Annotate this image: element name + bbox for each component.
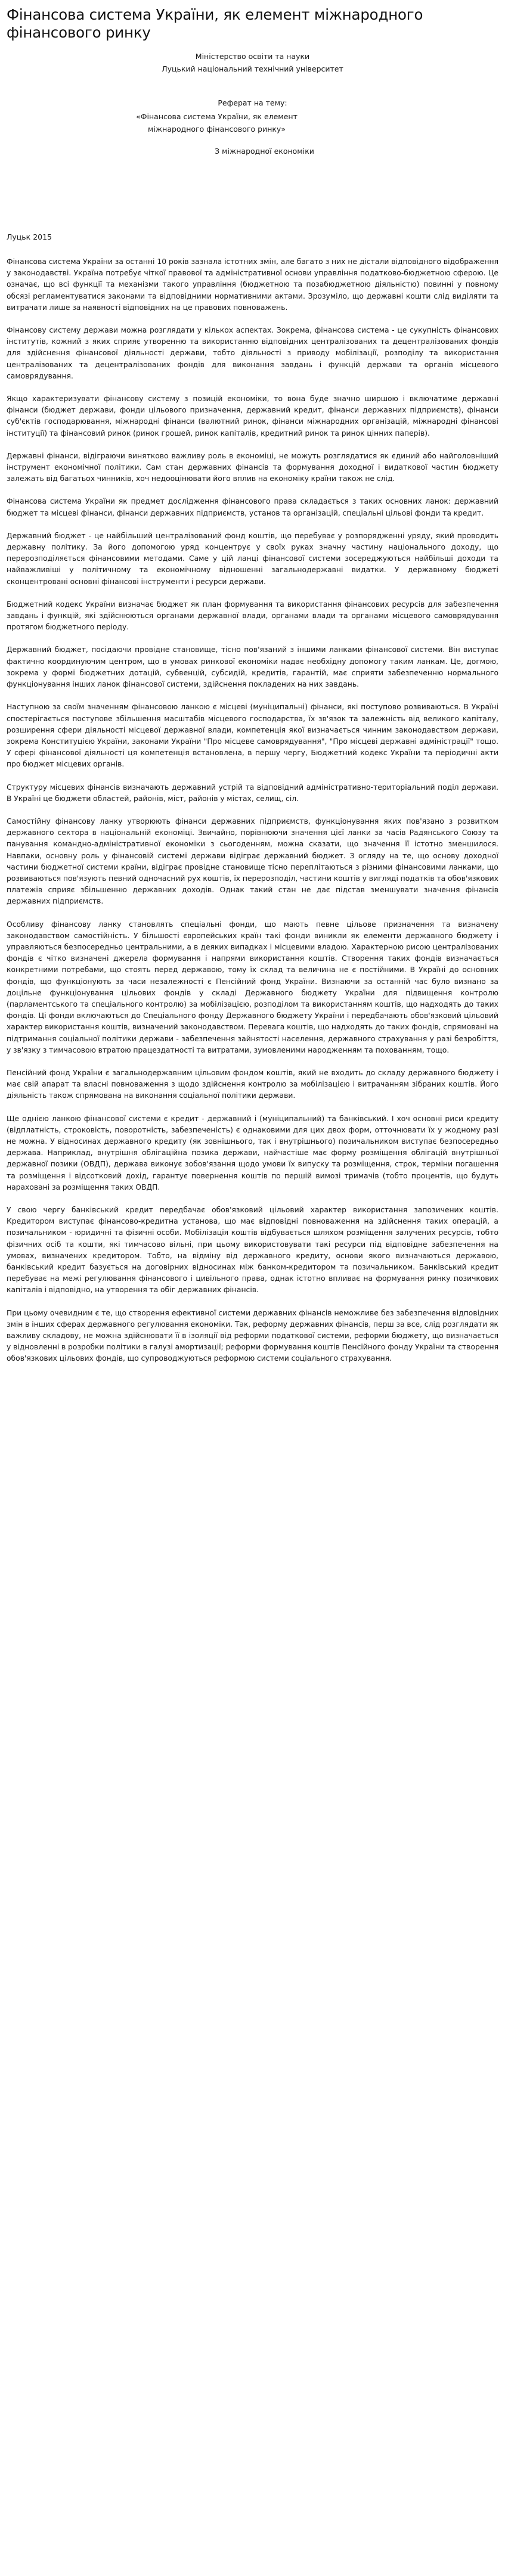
paragraph: Якщо характеризувати фінансову систему з позицій економіки, то вона буде значно ширшою і включатиме державні фінанси (бюджет держави, фонди цільового призначення, державний кредит, фінанси державних підприємств), фінанси суб'єктів господарювання, міжнародні фінанси (валютний ринок, фінанси міжнародних організацій, міжнародні фінансові інституції) та фінансовий ринок (ринок грошей, ринок капіталів, кредитний ринок та ринок цінних паперів).: [7, 395, 498, 437]
paragraph: Ще однією ланкою фінансової системи є кредит - державний і (муніципальний) та банківський. І хоч основні риси кредиту (відплатність, строковість, поворотність, забезпеченість) є однаковими для цих двох форм, отточнювати їх у жодному разі не можна. У відносинах державного кредиту (як зовнішнього, так і внутрішнього) позичальником виступає безпосередньо держава. Наприклад, внутрішня облігаційна позика держави, найчастіше має форму розміщення облігацій внутрішньої державної позики (ОВДП), держава виконує зобов'язання щодо умови їх випуску та розміщення, строк, терміни погашення та розміщення і відсотковий дохід, гарантує повернення коштів по першій вимозі тримачів (тобто процентів, що будуть нараховані за розміщення таких ОВДП.: [7, 1114, 498, 1191]
paragraph: Особливу фінансову ланку становлять спеціальні фонди, що мають певне цільове призначення та визначену законодавством самостійність. У більшості європейських країн такі фонди виникли як елементи державного бюджету і управляються безпосередньо центральними, а в деяких випадках і місцевими владою. Характерною рисою централізованих фондів є чітко визначені джерела формування і напрями використання коштів. Створення таких фондів визначається конкретними потребами, що стоять перед державою, тому їх склад та величина не є постійними. В Україні до основних фондів, що функціонують за часи незалежності є Пенсійний фонд України. Визнаючи за останній час було визнано за доцільне функціонування цільових фондів у складі Державного бюджету України для підвищення контролю (парламентського та спеціального контролю) за мобілізацією, розподілом та використанням коштів, що надходять до таких фондів. Ці фонди включаються до Спеціального фонду Державного бюджету України і передбачають обов'язковий цільовий характер використання коштів, визначений законодавством. Перевага коштів, що надходять до таких фондів, спрямовані на підтримання соціальної політики держави - забезпечення зайнятості населення, державного страхування у разі безробіття, у зв'язку з тимчасовою втратою працездатності та витратами, зумовленими народженням та похованням, тощо.: [7, 920, 498, 1054]
paragraph: При цьому очевидним є те, що створення ефективної системи державних фінансів неможливе без забезпечення відповідних змін в інших сферах державного регулювання економіки. Так, реформу державних фінансів, перш за все, слід розглядати як важливу складову, не можна здійснювати її в ізоляції від реформи податкової системи, реформи бюджету, що визначається у відновленні в розробки політики в галузі амортизації; реформи формування коштів Пенсійного фонду України та створення обов'язкових цільових фондів, що супроводжуються реформою системи соціального страхування.: [7, 1308, 498, 1363]
paragraph: Наступною за своїм значенням фінансовою ланкою є місцеві (муніципальні) фінанси, які поступово розвиваються. В Україні спостерігається поступове збільшення масштабів місцевого господарства, їх зв'язок та залежність від великого капіталу, розширення сфери діяльності місцевої державної влади, компетенція якої визначається чинним законодавством держави, зокрема Конституцією України, законами України "Про місцеве самоврядування", "Про місцеві державні адміністрації" тощо. У сфері фінансової діяльності ця компетенція встановлена, в першу чергу, Бюджетний кодекс України та періодичні акти про бюджет місцевих органів.: [7, 703, 498, 769]
paragraph: Фінансова система України за останні 10 років зазнала істотних змін, але багато з них не дістали відповідного відображення у законодавстві. Україна потребує чіткої правової та адміністративної основи управління податково-бюджетною сферою. Це означає, що всі функції та механізми такого управління (бюджетною та позабюджетною діяльністю) повинні у повному обсязі регламентуватися законами та відповідними нормативними актами. Зрозуміло, що державні кошти слід виділяти та витрачати лише за наявності відповідних на це правових повноважень.: [7, 257, 498, 312]
paragraph: Фінансова система України як предмет дослідження фінансового права складається з таких основних ланок: державний бюджет та місцеві фінанси, фінанси державних підприємств, установ та організацій, спеціальні цільові фонди та кредит.: [7, 497, 498, 517]
paragraph: Державні фінанси, відіграючи винятково важливу роль в економіці, не можуть розглядатися як єдиний або найголовніший інструмент економічної політики. Сам стан державних фінансів та формування доходної і видаткової частин бюджету залежать від багатьох чинників, хоч недооцінювати його вплив на економіку країни також не слід.: [7, 451, 498, 483]
paragraph: Державний бюджет, посідаючи провідне становище, тісно пов'язаний з іншими ланками фінансової системи. Він виступає фактично координуючим центром, що в умовах ринкової економіки надає необхідну допомогу таким ланкам. Це, догмою, зокрема у формі бюджетних дотацій, субвенцій, субсидій, кредитів, гарантій, має сприяти забезпеченню нормального функціонування інших ланок фінансової системи, здійснення покладених на них завдань.: [7, 645, 498, 689]
topic-title: «Фінансова система України, як елемент міжнародного фінансового ринку»: [136, 112, 298, 134]
city-year: Луцьк 2015: [7, 232, 52, 241]
paragraph: Пенсійний фонд України є загальнодержавним цільовим фондом коштів, який не входить до складу державного бюджету і має свій апарат та власні повноваження з щодо здійснення контролю за мобілізацією і витрачанням зібраних коштів. Його діяльність також спрямована на виконання соціальної політики держави.: [7, 1068, 498, 1100]
paragraph: Самостійну фінансову ланку утворюють фінанси державних підприємств, функціонування яких пов'язано з розвитком державного сектора в національній економіці. Звичайно, порівнюючи значення цієї ланки за часів Радянського Союзу та панування командно-адміністративної економіки з сьогоденням, можна сказати, що значення її істотно зменшилося. Навпаки, основну роль у фінансовій системі держави відіграє державний бюджет. З огляду на те, що основу доходної частини бюджетної системи країни, відіграє провідне становище тісно переплітаються з різними фінансовими ланками, що розвиваються пов'язують певний одночасний рух коштів, їх перерозподіл, частини коштів у вигляді податків та обов'язкових платежів сприяє збільшенню державних доходів. Однак такий стан не дає підстав зменшувати значення фінансів державних підприємств.: [7, 817, 498, 906]
paragraph: У свою чергу банківський кредит передбачає обов'язковий цільовий характер використання запозичених коштів. Кредитором виступає фінансово-кредитна установа, що має відповідні повноваження на здійснення таких операцій, а позичальником - юридичні та фізичні особи. Мобілізація коштів відбувається шляхом розміщення залучених ресурсів, тобто фізичних осіб та кошти, які тимчасово вільні, при цьому використовувати такі ресурси під відповідне забезпечення на умовах, визначених кредитором. Тобто, на відміну від державного кредиту, основи якого визначаються державою, банківський кредит базується на договірних відносинах між банком-кредитором та позичальником. Банківський кредит перебуває на межі регулювання фінансового і цивільного права, однак істотно впливає на формування ринку позичкових капіталів і відповідно, на утворення та обіг державних фінансів.: [7, 1206, 498, 1295]
university-line: Луцький національний технічний університет: [162, 64, 343, 73]
ministry-line: Міністерство освіти та науки: [195, 52, 310, 61]
document-title: Фінансова система України, як елемент міжнародного фінансового ринку: [7, 6, 423, 41]
paragraph: Фінансову систему держави можна розглядати у кількох аспектах. Зокрема, фінансова система - це сукупність фінансових інститутів, кожний з яких сприяє утворенню та використанню відповідних централізованих та децентралізованих фондів для здійснення фінансової діяльності держави, тобто діяльності з приводу мобілізації, розподілу та використання централізованих та децентралізованих фондів для виконання завдань і функцій держави та органів місцевого самоврядування.: [7, 326, 498, 380]
subject-line: З міжнародної економіки: [215, 147, 314, 156]
paragraph: Бюджетний кодекс України визначає бюджет як план формування та використання фінансових ресурсів для забезпечення завдань і функцій, які здійснюються органами державної влади, органами влади та органами місцевого самоврядування протягом бюджетного періоду.: [7, 600, 498, 632]
referat-label: Реферат на тему:: [218, 98, 287, 107]
paragraph: Структуру місцевих фінансів визначають державний устрій та відповідний адміністративно-територіальний поділ держави. В Україні це бюджети областей, районів, міст, районів у містах, селищ, сіл.: [7, 783, 498, 803]
body-text: [7, 256, 498, 1365]
paragraph: Державний бюджет - це найбільший централізований фонд коштів, що перебуває у розпорядженні уряду, який проводить державну політику. За його допомогою уряд концентрує у своїх руках значну частину національного доходу, що перерозподіляється фінансовими методами. Саме у цій ланці фінансової системи зосереджуються найбільші доходи та найважливіші у політичному та економічному відношенні загальнодержавні видатки. У державному бюджеті сконцентровані основні фінансові інструменти і ресурси держави.: [7, 531, 498, 586]
